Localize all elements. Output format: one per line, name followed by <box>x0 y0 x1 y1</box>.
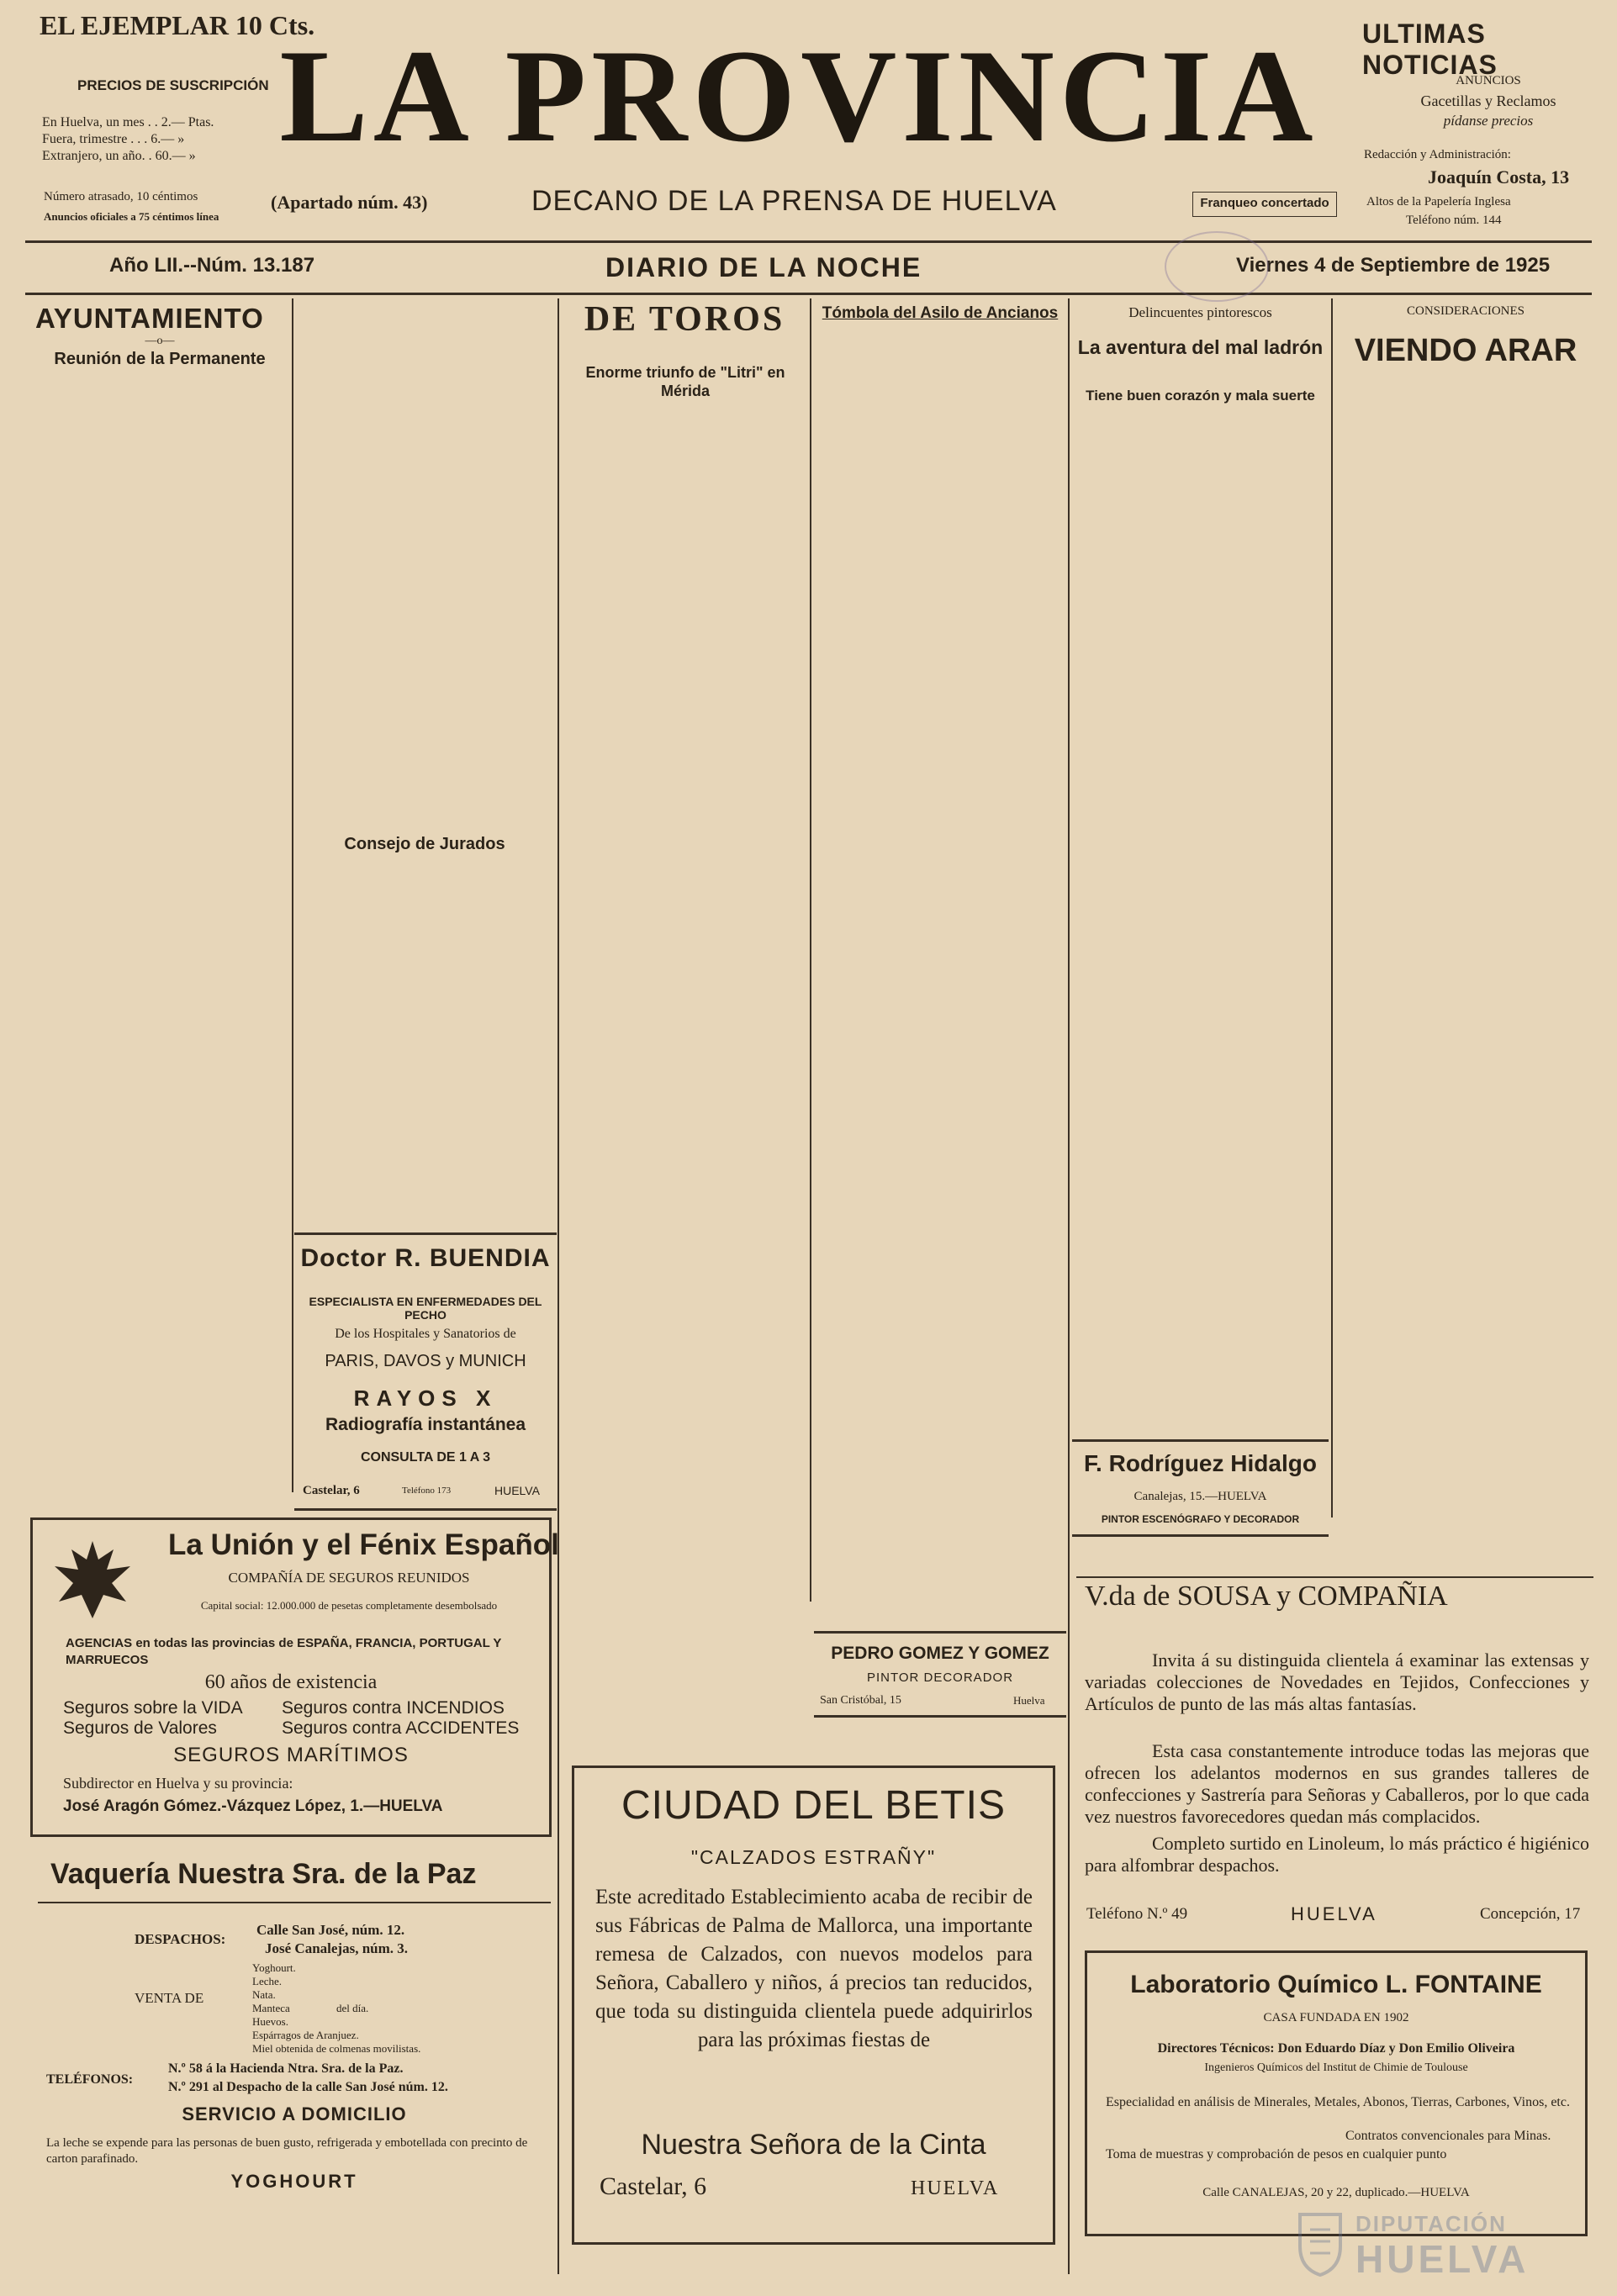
vaqueria-yoghourt: YOGHOURT <box>230 2171 358 2192</box>
buendia-hospitals: De los Hospitales y Sanatorios de <box>335 1327 516 1341</box>
subscription-title: PRECIOS DE SUSCRIPCIÓN <box>77 77 269 93</box>
issue-number: Año LII.--Núm. 13.187 <box>109 254 315 277</box>
vaqueria-despacho-2: José Canalejas, núm. 3. <box>265 1940 409 1956</box>
vaqueria-del-dia: del día. <box>336 2002 369 2014</box>
union-valores: Seguros de Valores <box>63 1718 217 1738</box>
fontaine-address: Calle CANALEJAS, 20 y 22, duplicado.—HUELVA <box>1202 2186 1470 2199</box>
union-agencias: AGENCIAS en todas las provincias de ESPAÑA, FRANCIA, PORTUGAL Y MARRUECOS <box>66 1636 502 1667</box>
betis-address: Castelar, 6 <box>600 2172 707 2200</box>
ladron-subheading: Tiene buen corazón y mala suerte <box>1086 388 1315 404</box>
ayuntamiento-subheading: Reunión de la Permanente <box>54 350 266 368</box>
diario-de-la-noche: DIARIO DE LA NOCHE <box>605 252 922 282</box>
gacetillas-label: Gacetillas y Reclamos <box>1420 92 1556 109</box>
buendia-consulta: CONSULTA DE 1 A 3 <box>360 1450 491 1465</box>
sousa-paragraph-1: Invita á su distinguida clientela á examinar las extensas y variadas colecciones de Novedades en Tejidos, Confecciones y Artículos de punto de las más altas fantasías. <box>1085 1649 1589 1714</box>
betis-title: CIUDAD DEL BETIS <box>621 1783 1006 1828</box>
ad-rule <box>294 1508 557 1511</box>
price: EL EJEMPLAR 10 Cts. <box>40 10 315 40</box>
ad-rule <box>1076 1576 1593 1578</box>
apartado: (Apartado núm. 43) <box>271 192 428 213</box>
gomez-name: PEDRO GOMEZ Y GOMEZ <box>831 1644 1049 1663</box>
buendia-address: Castelar, 6 <box>303 1484 360 1497</box>
ad-rule <box>1072 1534 1329 1537</box>
union-capital: Capital social: 12.000.000 de pesetas completamente desembolsado <box>200 1599 498 1612</box>
fontaine-directors: Directores Técnicos: Don Eduardo Díaz y Don Emilio Oliveira <box>1157 2041 1515 2056</box>
anuncios-label: ANUNCIOS <box>1456 74 1521 87</box>
pidanse-label: pídanse precios <box>1443 113 1534 129</box>
column-rule <box>1068 298 1070 2274</box>
column-rule <box>1331 298 1333 1517</box>
column-rule <box>810 298 811 1602</box>
betis-brand: "CALZADOS ESTRAÑY" <box>690 1846 937 1868</box>
consejo-heading: Consejo de Jurados <box>344 835 505 853</box>
buendia-tel: Teléfono 173 <box>402 1486 452 1496</box>
buendia-rayos: RAYOS X <box>353 1386 498 1411</box>
union-maritimos: SEGUROS MARÍTIMOS <box>173 1744 409 1766</box>
vaqueria-leche: La leche se expende para las personas de buen gusto, refrigerada y embotellada con precinto de carton parafinado. <box>46 2136 528 2166</box>
union-accidentes: Seguros contra ACCIDENTES <box>282 1718 520 1738</box>
buendia-specialty: ESPECIALISTA EN ENFERMEDADES DEL PECHO <box>309 1295 542 1322</box>
hidalgo-name: F. Rodríguez Hidalgo <box>1084 1450 1317 1476</box>
vaqueria-item: Miel obtenida de colmenas movilistas. <box>252 2042 421 2055</box>
fontaine-toma: Toma de muestras y comprobación de pesos en cualquier punto <box>1106 2147 1447 2161</box>
official-ads-price: Anuncios oficiales a 75 céntimos línea <box>44 210 219 223</box>
toros-subheading: Enorme triunfo de "Litri" en Mérida <box>585 364 785 399</box>
ultimas-noticias: ULTIMAS NOTICIAS <box>1362 18 1498 80</box>
vaqueria-servicio: SERVICIO A DOMICILIO <box>182 2103 407 2124</box>
subscription-line: Extranjero, un año. . 60.— » <box>42 149 196 163</box>
altos-label: Altos de la Papelería Inglesa <box>1366 195 1511 208</box>
vaqueria-tel-1: N.º 58 á la Hacienda Ntra. Sra. de la Paz. <box>168 2061 404 2076</box>
phoenix-emblem-icon <box>46 1534 139 1627</box>
tombola-heading: Tómbola del Asilo de Ancianos <box>822 304 1059 322</box>
betis-city: HUELVA <box>911 2177 1000 2199</box>
fontaine-founded: CASA FUNDADA EN 1902 <box>1263 2011 1409 2024</box>
masthead-rule-top <box>25 240 1592 243</box>
union-incendios: Seguros contra INCENDIOS <box>282 1698 505 1718</box>
ad-rule <box>814 1715 1066 1718</box>
vaqueria-item: Espárragos de Aranjuez. <box>252 2029 359 2041</box>
union-agent: José Aragón Gómez.-Vázquez López, 1.—HUELVA <box>63 1797 443 1815</box>
sousa-address: Concepción, 17 <box>1480 1905 1581 1923</box>
buendia-name: Doctor R. BUENDIA <box>300 1244 551 1272</box>
newspaper-subtitle: DECANO DE LA PRENSA DE HUELVA <box>531 185 1057 217</box>
gomez-city: Huelva <box>1013 1694 1045 1707</box>
toros-heading: DE TOROS <box>584 300 785 339</box>
vaqueria-item: Yoghourt. <box>252 1961 296 1974</box>
column-rule <box>557 298 559 2274</box>
union-years: 60 años de existencia <box>204 1671 378 1693</box>
subscription-line: Fuera, trimestre . . . 6.— » <box>42 132 185 146</box>
buendia-city: HUELVA <box>494 1484 540 1497</box>
union-vida: Seguros sobre la VIDA <box>63 1698 243 1718</box>
franqueo-label: Franqueo concertado <box>1200 196 1329 210</box>
ad-rule <box>1072 1439 1329 1442</box>
betis-fiesta: Nuestra Señora de la Cinta <box>641 2129 986 2161</box>
union-subdirector: Subdirector en Huelva y su provincia: <box>63 1775 293 1792</box>
ad-rule <box>294 1232 557 1235</box>
telefono-label: Teléfono núm. 144 <box>1406 214 1502 227</box>
newspaper-title: LA PROVINCIA <box>279 23 1318 170</box>
fontaine-title: Laboratorio Químico L. FONTAINE <box>1130 1971 1542 1998</box>
sousa-tel: Teléfono N.º 49 <box>1086 1905 1188 1923</box>
vaqueria-tel-2: N.º 291 al Despacho de la calle San José núm. 12. <box>168 2080 448 2094</box>
vaqueria-title: Vaquería Nuestra Sra. de la Paz <box>50 1858 477 1890</box>
newspaper-address: Joaquín Costa, 13 <box>1428 166 1570 187</box>
gomez-address: San Cristóbal, 15 <box>820 1694 901 1707</box>
vaqueria-item: Huevos. <box>252 2015 288 2028</box>
heading-separator: —o— <box>145 335 175 347</box>
vaqueria-despacho-1: Calle San José, núm. 12. <box>256 1922 405 1938</box>
vaqueria-venta-label: VENTA DE <box>135 1990 204 2006</box>
hidalgo-trade: PINTOR ESCENÓGRAFO Y DECORADOR <box>1101 1513 1300 1525</box>
ayuntamiento-heading: AYUNTAMIENTO <box>35 303 264 334</box>
sousa-paragraph-3: Completo surtido en Linoleum, lo más práctico é higiénico para alfombrar despachos. <box>1085 1833 1589 1876</box>
delincuentes-kicker: Delincuentes pintorescos <box>1128 304 1272 320</box>
vaqueria-tel-label: TELÉFONOS: <box>46 2072 134 2087</box>
vaqueria-rule <box>38 1902 551 1903</box>
ad-rule <box>814 1631 1066 1634</box>
vaqueria-item: Nata. <box>252 1988 276 2001</box>
masthead-rule-bottom <box>25 293 1592 295</box>
buendia-cities: PARIS, DAVOS y MUNICH <box>325 1352 526 1370</box>
column-rule <box>292 298 293 1492</box>
buendia-radiografia: Radiografía instantánea <box>325 1415 526 1434</box>
redaccion-label: Redacción y Administración: <box>1364 148 1511 161</box>
ladron-heading: La aventura del mal ladrón <box>1077 336 1324 358</box>
union-subtitle: COMPAÑÍA DE SEGUROS REUNIDOS <box>228 1570 470 1586</box>
consideraciones-kicker: CONSIDERACIONES <box>1406 304 1525 318</box>
fontaine-institut: Ingenieros Químicos del Institut de Chimie de Toulouse <box>1204 2061 1468 2074</box>
coat-of-arms-icon <box>1295 2209 1345 2277</box>
union-title: La Unión y el Fénix Español <box>168 1528 559 1561</box>
archive-stamp <box>1165 231 1269 302</box>
back-issue-price: Número atrasado, 10 céntimos <box>44 190 198 203</box>
vaqueria-item: Leche. <box>252 1975 283 1987</box>
vaqueria-despachos-label: DESPACHOS: <box>135 1931 226 1947</box>
franqueo-box <box>1192 192 1337 217</box>
gomez-trade: PINTOR DECORADOR <box>866 1671 1014 1685</box>
issue-date: Viernes 4 de Septiembre de 1925 <box>1236 254 1551 277</box>
watermark-line-1: DIPUTACIÓN <box>1355 2211 1507 2236</box>
sousa-paragraph-2: Esta casa constantemente introduce todas las mejoras que ofrecen los adelantos modernos en sus grandes talleres de confecciones y Sastrería para Señoras y Caballeros, por lo que cada vez nuestros favorecedores quedan más complacidos. <box>1085 1740 1589 1827</box>
sousa-title: V.da de SOUSA y COMPAÑIA <box>1085 1581 1448 1612</box>
hidalgo-address: Canalejas, 15.—HUELVA <box>1133 1490 1267 1503</box>
betis-body: Este acreditado Establecimiento acaba de recibir de sus Fábricas de Palma de Mallorca, una importante remesa de Calzados, con nuevos modelos para Señora, Caballero y niños, á precios tan reducidos, que toda su distinguida clientela puede adquirirlos para las próximas fiestas de <box>595 1886 1033 2051</box>
fontaine-contratos: Contratos convencionales para Minas. <box>1345 2129 1551 2143</box>
diputacion-watermark <box>1287 2203 1606 2287</box>
fontaine-specialty: Especialidad en análisis de Minerales, Metales, Abonos, Tierras, Carbones, Vinos, etc. <box>1106 2095 1570 2109</box>
viendo-arar-heading: VIENDO ARAR <box>1354 333 1577 368</box>
watermark-line-2: HUELVA <box>1355 2237 1530 2281</box>
vaqueria-item: Manteca <box>252 2002 290 2014</box>
sousa-city: HUELVA <box>1291 1903 1377 1924</box>
subscription-line: En Huelva, un mes . . 2.— Ptas. <box>42 115 214 129</box>
